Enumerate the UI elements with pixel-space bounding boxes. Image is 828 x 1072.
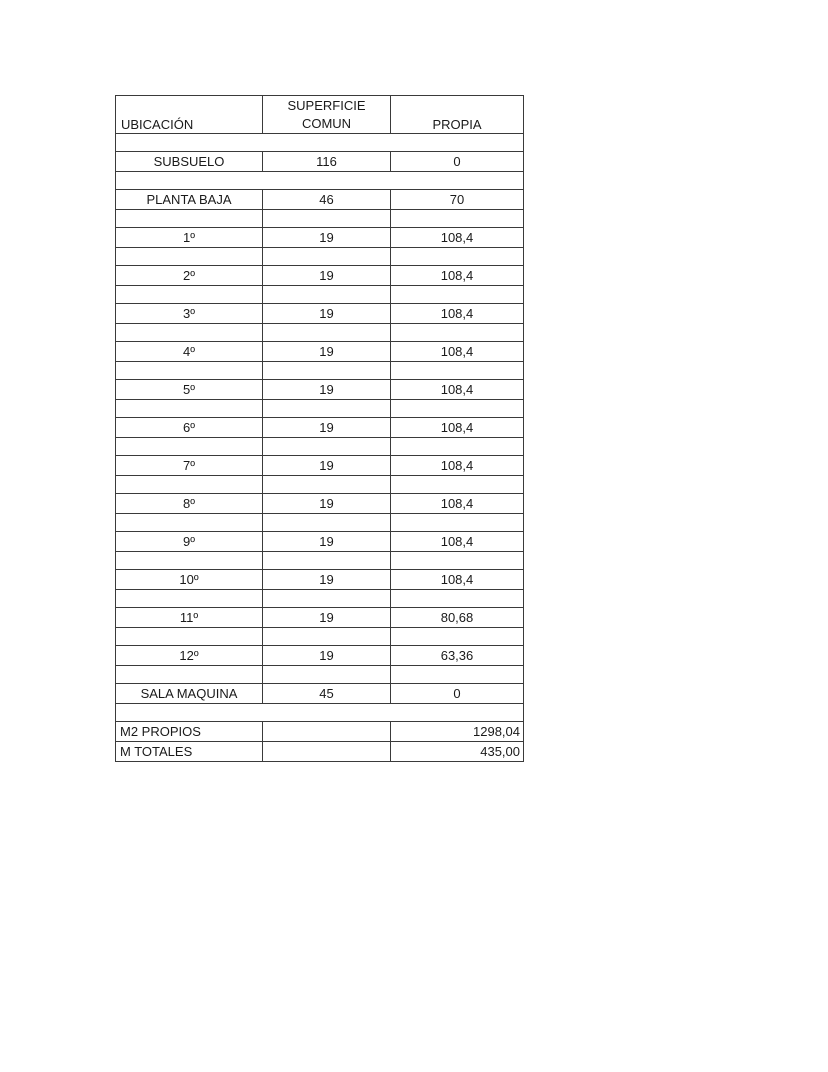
table-row bbox=[116, 228, 524, 248]
table-row bbox=[116, 190, 524, 210]
ubicacion-cell: 7º bbox=[116, 456, 263, 476]
spacer-row bbox=[116, 704, 524, 722]
spacer-row bbox=[116, 134, 524, 152]
total-value: 1298,04 bbox=[391, 722, 524, 742]
table-row bbox=[116, 570, 524, 590]
spacer-cell bbox=[116, 514, 263, 532]
propia-cell: 108,4 bbox=[391, 228, 524, 248]
total-label: M TOTALES bbox=[116, 742, 263, 762]
spacer-row bbox=[116, 552, 524, 570]
propia-cell: 108,4 bbox=[391, 342, 524, 362]
spacer-cell bbox=[263, 590, 391, 608]
ubicacion-cell: SUBSUELO bbox=[116, 152, 263, 172]
header-superficie-comun: SUPERFICIE COMUN bbox=[263, 96, 391, 134]
propia-cell: 0 bbox=[391, 684, 524, 704]
spacer-cell bbox=[116, 704, 524, 722]
total-label: M2 PROPIOS bbox=[116, 722, 263, 742]
propia-cell: 70 bbox=[391, 190, 524, 210]
ubicacion-cell: 11º bbox=[116, 608, 263, 628]
spacer-row bbox=[116, 362, 524, 380]
spacer-cell bbox=[391, 590, 524, 608]
table-row bbox=[116, 304, 524, 324]
table-row bbox=[116, 418, 524, 438]
comun-cell: 19 bbox=[263, 418, 391, 438]
propia-cell: 108,4 bbox=[391, 304, 524, 324]
comun-cell: 19 bbox=[263, 266, 391, 286]
table-row bbox=[116, 266, 524, 286]
spacer-cell bbox=[116, 438, 263, 456]
comun-cell: 19 bbox=[263, 342, 391, 362]
comun-cell: 19 bbox=[263, 646, 391, 666]
spacer-cell bbox=[391, 514, 524, 532]
comun-cell: 19 bbox=[263, 228, 391, 248]
comun-cell: 19 bbox=[263, 608, 391, 628]
propia-cell: 80,68 bbox=[391, 608, 524, 628]
spacer-cell bbox=[263, 286, 391, 304]
comun-cell: 19 bbox=[263, 570, 391, 590]
ubicacion-cell: 10º bbox=[116, 570, 263, 590]
table-row bbox=[116, 152, 524, 172]
ubicacion-cell: 12º bbox=[116, 646, 263, 666]
propia-cell: 0 bbox=[391, 152, 524, 172]
ubicacion-cell: 1º bbox=[116, 228, 263, 248]
spacer-cell bbox=[263, 248, 391, 266]
comun-cell: 19 bbox=[263, 304, 391, 324]
spacer-row bbox=[116, 476, 524, 494]
header-propia: PROPIA bbox=[391, 96, 524, 134]
propia-cell: 108,4 bbox=[391, 494, 524, 514]
table-body bbox=[116, 96, 524, 762]
ubicacion-cell: 8º bbox=[116, 494, 263, 514]
total-row bbox=[116, 722, 524, 742]
spacer-row bbox=[116, 324, 524, 342]
spacer-cell bbox=[116, 362, 263, 380]
spacer-cell bbox=[116, 476, 263, 494]
spacer-cell bbox=[116, 210, 263, 228]
surface-table bbox=[115, 95, 524, 762]
ubicacion-cell: 5º bbox=[116, 380, 263, 400]
spacer-cell bbox=[391, 286, 524, 304]
total-empty-cell bbox=[263, 722, 391, 742]
total-value: 435,00 bbox=[391, 742, 524, 762]
propia-cell: 108,4 bbox=[391, 570, 524, 590]
spacer-cell bbox=[116, 172, 524, 190]
spacer-cell bbox=[116, 590, 263, 608]
header-row bbox=[116, 96, 524, 134]
spacer-cell bbox=[263, 552, 391, 570]
spacer-row bbox=[116, 590, 524, 608]
spacer-row bbox=[116, 438, 524, 456]
spacer-cell bbox=[116, 666, 263, 684]
spacer-cell bbox=[391, 552, 524, 570]
spacer-row bbox=[116, 400, 524, 418]
spacer-cell bbox=[116, 400, 263, 418]
spacer-cell bbox=[391, 210, 524, 228]
spacer-cell bbox=[391, 362, 524, 380]
propia-cell: 108,4 bbox=[391, 456, 524, 476]
table-row bbox=[116, 646, 524, 666]
comun-cell: 19 bbox=[263, 456, 391, 476]
ubicacion-cell: 4º bbox=[116, 342, 263, 362]
ubicacion-cell: 6º bbox=[116, 418, 263, 438]
ubicacion-cell: 3º bbox=[116, 304, 263, 324]
spacer-cell bbox=[263, 400, 391, 418]
spacer-cell bbox=[391, 476, 524, 494]
spacer-row bbox=[116, 628, 524, 646]
spacer-row bbox=[116, 210, 524, 228]
spacer-cell bbox=[391, 628, 524, 646]
total-row bbox=[116, 742, 524, 762]
header-ubicacion: UBICACIÓN bbox=[116, 96, 263, 134]
spacer-cell bbox=[263, 514, 391, 532]
spacer-cell bbox=[263, 324, 391, 342]
table-row bbox=[116, 608, 524, 628]
table-row bbox=[116, 494, 524, 514]
spacer-row bbox=[116, 666, 524, 684]
spacer-cell bbox=[263, 628, 391, 646]
spacer-cell bbox=[391, 400, 524, 418]
ubicacion-cell: PLANTA BAJA bbox=[116, 190, 263, 210]
spacer-cell bbox=[116, 286, 263, 304]
spacer-row bbox=[116, 172, 524, 190]
spacer-row bbox=[116, 514, 524, 532]
spacer-cell bbox=[263, 210, 391, 228]
table-row bbox=[116, 684, 524, 704]
table-row bbox=[116, 380, 524, 400]
spacer-cell bbox=[116, 628, 263, 646]
propia-cell: 108,4 bbox=[391, 532, 524, 552]
spacer-cell bbox=[263, 362, 391, 380]
spacer-cell bbox=[116, 134, 524, 152]
spacer-cell bbox=[391, 666, 524, 684]
comun-cell: 19 bbox=[263, 380, 391, 400]
spacer-cell bbox=[116, 552, 263, 570]
spacer-cell bbox=[116, 248, 263, 266]
spacer-cell bbox=[391, 324, 524, 342]
comun-cell: 19 bbox=[263, 532, 391, 552]
ubicacion-cell: SALA MAQUINA bbox=[116, 684, 263, 704]
propia-cell: 108,4 bbox=[391, 266, 524, 286]
spacer-cell bbox=[391, 248, 524, 266]
spacer-row bbox=[116, 286, 524, 304]
propia-cell: 63,36 bbox=[391, 646, 524, 666]
spacer-row bbox=[116, 248, 524, 266]
comun-cell: 19 bbox=[263, 494, 391, 514]
spacer-cell bbox=[391, 438, 524, 456]
comun-cell: 45 bbox=[263, 684, 391, 704]
total-empty-cell bbox=[263, 742, 391, 762]
spacer-cell bbox=[116, 324, 263, 342]
comun-cell: 116 bbox=[263, 152, 391, 172]
ubicacion-cell: 2º bbox=[116, 266, 263, 286]
table-row bbox=[116, 342, 524, 362]
spacer-cell bbox=[263, 438, 391, 456]
propia-cell: 108,4 bbox=[391, 418, 524, 438]
table-row bbox=[116, 456, 524, 476]
propia-cell: 108,4 bbox=[391, 380, 524, 400]
table-row bbox=[116, 532, 524, 552]
ubicacion-cell: 9º bbox=[116, 532, 263, 552]
spacer-cell bbox=[263, 476, 391, 494]
comun-cell: 46 bbox=[263, 190, 391, 210]
spacer-cell bbox=[263, 666, 391, 684]
